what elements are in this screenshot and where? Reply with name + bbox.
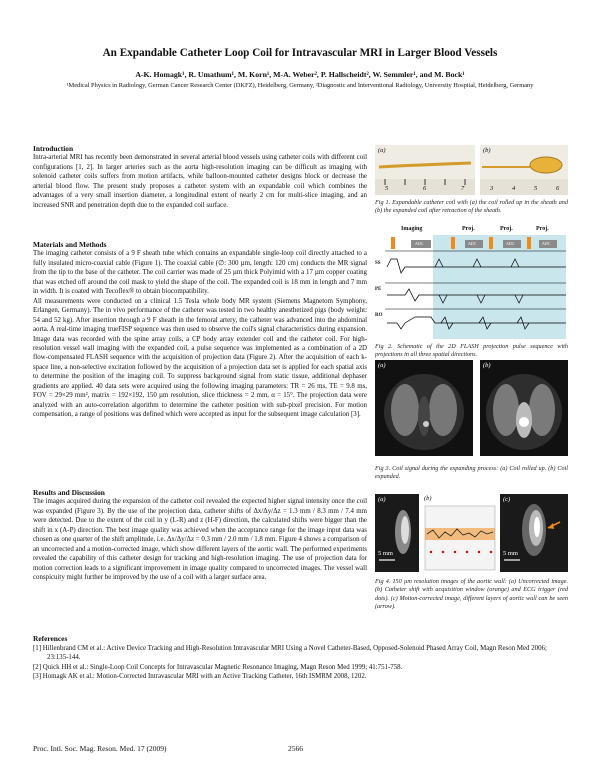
figure-3a-label: (a) bbox=[378, 362, 386, 369]
figure-1a-label: (a) bbox=[378, 147, 386, 154]
ruler-tick-label: 6 bbox=[556, 185, 560, 192]
results-heading: Results and Discussion bbox=[33, 488, 105, 497]
intro-text: Intra-arterial MRI has recently been demonstrated in several arterial blood vessels using catheter coils with different coil configurations [1, 2]. In larger arteries such as the aorta high-resolution imaging can be difficult as imaging with solenoid catheter coils suffers from motion artifacts, while balloon-mounted catheter designs block or decrease the arterial blood flow. The present study proposes a catheter system with an expandable coil which combines the advantages of a very small insertion diameter, a longitudinal extent of nearly 2 cm for multi-slice imaging, and an increased SNR and penetration depth due to the expanded coil surface. bbox=[33, 154, 367, 209]
projection-column-label: Proj. bbox=[536, 226, 549, 232]
figure-4-caption: Fig 4. 150 µm resolution images of the aortic wall: (a) Uncorrected image. (b) Catheter shift with acquisition window (orange) and ECG trigger (red dots). (c) Motion-corrected image, different layers of aortic wall can be seen (arrow). bbox=[375, 578, 568, 610]
methods-paragraph-2: All measurements were conducted on a clinical 1.5 Tesla whole body MR system (Siemens Magnetom Symphony, Erlangen, Germany). The in vivo performance of the catheter was tested in two healthy anesthetized pigs (body weight: 54 and 52 kg). After insertion through a 9 F sheath in the femoral artery, the catheter was advanced into the abdominal aorta. A real-time imaging trueFISP sequence was then used to observe the coil's signal characteristics during expansion. Image data was recorded with the spine array coils, a CP body array extender coil and the catheter coil. For high-resolution vessel wall imaging with the expanded coil, a pulse sequence was implemented as a combination of a 2D flow-compensated FLASH sequence with the acquisition of projection data (Figure 2). After the acquisition of each k-space line, a non-selective excitation followed by the acquisition of a projection data set is applied for each spatial axis to determine the position of the imaging coil. To suppress background signal from static tissue, additional dephaser gradients are applied. 40 data sets were acquired using the following imaging parameters: TR = 26 ms, TE = 9.8 ms, FOV = 29×29 mm², matrix = 192×192, 150 µm resolution, slice thickness = 2 mm, α = 15°. The projection data were analyzed with an auto-correlation algorithm to determine the catheter position with sub-pixel precision. For motion compensation, a range of positions was defined which were accepted as input for the subsequent image calculation [3]. bbox=[33, 297, 367, 419]
adc-label: ADC bbox=[542, 241, 551, 246]
reference-item: [3] Homagk AK et al.: Motion-Corrected Intravascular MRI with an Active Tracking Catheter, 16th ISMRM 2008, 1202. bbox=[33, 673, 367, 681]
figure-1b-label: (b) bbox=[483, 147, 491, 154]
imaging-column-label: Imaging bbox=[401, 226, 423, 232]
ruler-tick-label: 7 bbox=[461, 185, 465, 192]
mri-image-rolled bbox=[375, 360, 473, 456]
figure-4b-plot bbox=[421, 494, 497, 572]
row-label-pe: PE bbox=[375, 287, 382, 292]
intro-heading: Introduction bbox=[33, 144, 74, 153]
adc-label: ADC bbox=[506, 241, 515, 246]
mri-image-expanded bbox=[480, 360, 568, 456]
figure-4c-label: (c) bbox=[503, 496, 511, 503]
row-label-ss: SS bbox=[375, 261, 381, 266]
projection-column-label: Proj. bbox=[462, 226, 475, 232]
ruler-tick-label: 4 bbox=[512, 185, 516, 192]
row-label-ro: RO bbox=[375, 313, 383, 318]
ruler-tick-label: 5 bbox=[385, 185, 389, 192]
paper-title: An Expandable Catheter Loop Coil for Intravascular MRI in Larger Blood Vessels bbox=[102, 47, 498, 59]
catheter-shift-plot bbox=[421, 494, 497, 572]
methods-section bbox=[33, 240, 367, 420]
figure-3b-mri bbox=[480, 360, 568, 456]
methods-paragraph-1: The imaging catheter consists of a 9 F sheath tube which contains an expandable single-loop coil directly attached to a fully insulated micro-coaxial cable (Figure 1). The coaxial cable (∅: 300 µm, length: 120 cm) conducts the MR signal from the tip to the base of the catheter. The coil carrier was made of 25 µm thick Polyimid with a 17 µm copper coating that was etched off around the coil mask to yield the shape of the coil. The expanded coil is 18 mm in length and 7 mm in width. It is coated with Tecoflex® to obtain biocompatibility. bbox=[33, 250, 367, 296]
journal-footer: Proc. Intl. Soc. Mag. Reson. Med. 17 (2009) bbox=[33, 744, 167, 753]
figure-4a-label: (a) bbox=[378, 496, 386, 503]
figure-1a-photo bbox=[375, 145, 475, 195]
ruler-tick-label: 3 bbox=[490, 185, 494, 192]
figure-2-sequence-diagram bbox=[375, 225, 568, 341]
affiliation: ¹Medical Physics in Radiology, German Cancer Research Center (DKFZ), Heidelberg, Germany, ²Diagnostic and Interventional Radiology, University Hospital, Heidelberg, Germany bbox=[66, 82, 534, 89]
figure-4c-mri bbox=[500, 494, 568, 572]
results-section bbox=[33, 488, 367, 583]
reference-item: [1] Hillenbrand CM et al.: Active Device Tracking and High-Resolution Intravascular MRI Using a Novel Catheter-Based, Opposed-Solenoid Phased Array Coil, Magn Reson Med 2006; 23:135-144. bbox=[33, 644, 547, 662]
ruler-tick-label: 6 bbox=[423, 185, 427, 192]
methods-heading: Materials and Methods bbox=[33, 240, 107, 249]
figure-1-caption: Fig 1. Expandable catheter coil with (a) the coil rolled up in the sheath and (b) the expanded coil after retraction of the sheath. bbox=[375, 199, 568, 215]
author-list: A-K. Homagk¹, R. Umathum¹, M. Korn¹, M-A. Weber², P. Hallscheidt², W. Semmler¹, and M. Bock¹ bbox=[135, 70, 465, 79]
figure-3-caption: Fig 3. Coil signal during the expanding process: (a) Coil rolled up. (b) Coil expanded. bbox=[375, 465, 568, 481]
figure-1b-photo bbox=[480, 145, 568, 195]
figure-4a-mri bbox=[375, 494, 419, 572]
references-section bbox=[33, 634, 568, 682]
reference-list bbox=[33, 644, 568, 682]
uncorrected-wall-image bbox=[375, 494, 419, 572]
intro-section bbox=[33, 144, 367, 210]
figure-2-caption: Fig 2. Schematic of the 2D FLASH projection pulse sequence with projections in all three spatial directions. bbox=[375, 343, 568, 359]
page-number: 2566 bbox=[288, 744, 303, 753]
results-text: The images acquired during the expansion of the catheter coil revealed the expected higher signal intensity once the coil was expanded (Figure 3). By the use of the projection data, catheter shifts of Δx/Δy/Δz = 1.3 mm / 8.3 mm / 7.4 mm were detected. Due to the extent of the coil in y (L-R) and z (H-F) direction, the calculated shifts were bigger than the shift in x (A-P) direction. The best image quality was achieved when the acceptance range for the image input data was chosen as one quarter of the shift amplitude, i.e. Δx/Δy/Δz = 0.3 mm / 2.0 mm / 1.8 mm. Figure 4 shows a comparison of an uncorrected and a motion-corrected image, which show different layers of the aortic wall. The performed experiments revealed the capability of this catheter design for tracking and high-resolution imaging. The use of projection data for motion correction leads to a significant improvement in image quality compared to uncorrected images. The vessel wall conspicuity might further be improved by the use of a coil with a larger surface area. bbox=[33, 498, 367, 582]
figure-3b-label: (b) bbox=[483, 362, 491, 369]
references-heading: References bbox=[33, 634, 68, 643]
scale-bar-label: 5 mm bbox=[378, 550, 393, 557]
motion-corrected-wall-image bbox=[500, 494, 568, 572]
scale-bar-label: 5 mm bbox=[503, 550, 518, 557]
adc-label: ADC bbox=[468, 241, 477, 246]
adc-label: ADC bbox=[415, 241, 424, 246]
reference-item: [2] Quick HH et al.: Single-Loop Coil Concepts for Intravascular Magnetic Resonance Imaging, Magn Reson Med 1999; 41:751-758. bbox=[33, 663, 403, 671]
ruler-tick-label: 5 bbox=[534, 185, 538, 192]
figure-3a-mri bbox=[375, 360, 473, 456]
figure-4b-label: (b) bbox=[424, 495, 432, 502]
projection-column-label: Proj. bbox=[500, 226, 513, 232]
